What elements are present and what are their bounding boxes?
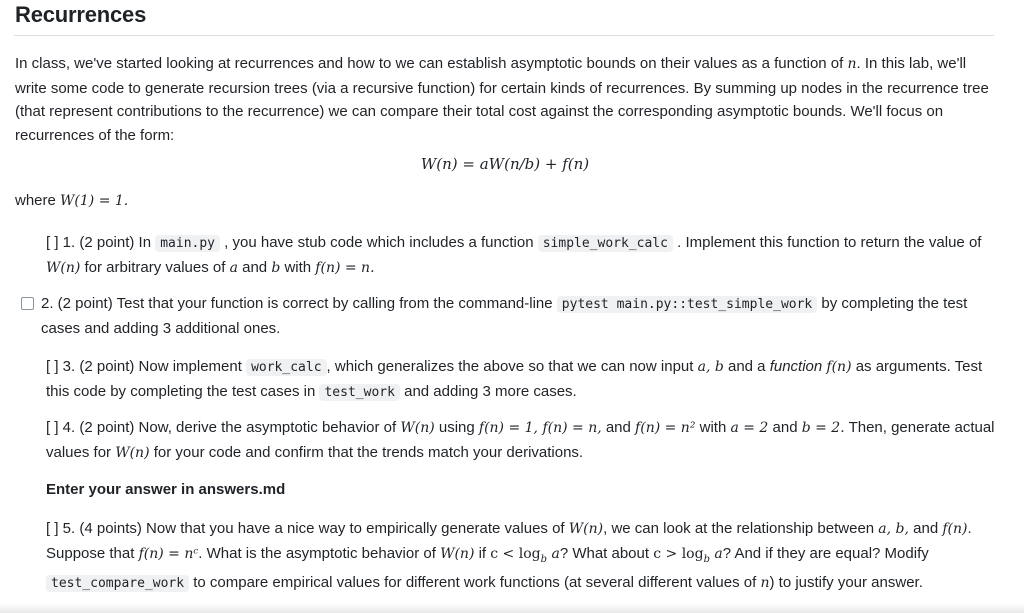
item4-text-6: Then, generate actual values for	[46, 419, 995, 461]
item5-text-5: . What is the asymptotic behavior of	[198, 544, 441, 562]
item4-text-2: using	[434, 419, 479, 436]
intro-text-1: In class, we've started looking at recurrences and how to we can establish asymptotic bounds on their values as a function of	[15, 55, 848, 72]
item5-text-9: to compare empirical values for different work functions (at several different values of	[189, 574, 761, 591]
code-pytest-command: pytest main.py::test_simple_work	[557, 296, 817, 313]
item5-text-7: ? What about	[559, 544, 654, 562]
code-simple-work-calc: simple_work_calc	[538, 235, 673, 252]
item4-math-5: b = 2.	[801, 420, 845, 436]
item2-paragraph	[41, 292, 1006, 340]
code-work-calc: work_calc	[246, 359, 326, 376]
item5-math-5: W(n)	[440, 545, 475, 562]
where-line	[15, 192, 128, 209]
task-item-5	[46, 517, 1001, 596]
task-item-1	[46, 231, 1001, 280]
item5-math-3: f(n)	[942, 521, 968, 537]
item5-math-10: n	[760, 575, 770, 591]
item4-text-5: and	[768, 419, 802, 436]
item2-text-2: by completing the test cases and adding 3 additional ones.	[41, 295, 968, 337]
item1-math-2: a	[229, 259, 238, 276]
item3-text-3: and a	[723, 358, 770, 375]
item4-math-6: W(n)	[115, 444, 150, 461]
item5-math-4: f(n) = nᶜ	[138, 545, 199, 562]
intro-text-2: . In this lab, we'll write some code to generate recursion trees (via a recursive function) for certain kinds of recurrences. By summing up nodes in the recurrence tree (that represent contributions to the recurrence) we can compare their total cost against the corresponding asymptotic bounds. We'll focus on recurrences of the form:	[15, 55, 989, 144]
task-checkbox[interactable]	[21, 297, 34, 310]
code-test-work: test_work	[319, 384, 399, 401]
item5-text-1: [ ] 5. (4 points) Now that you have a nice way to empirically generate values of	[46, 520, 569, 537]
item5-math-9: a	[709, 545, 723, 562]
where-label: where	[15, 192, 61, 209]
item5-text-2: , we can look at the relationship between	[603, 520, 879, 537]
item3-text-5: and adding 3 more cases.	[399, 382, 577, 400]
item4-text-1: [ ] 4. (2 point) Now, derive the asymptotic behavior of	[46, 419, 401, 436]
item1-text-6: with	[280, 258, 316, 276]
item5-text-8: ? And if they are equal? Modify	[722, 544, 929, 562]
item1-text-1: [ ] 1. (2 point) In	[46, 234, 156, 251]
item3-text-4: as arguments. Test this code by completing the test cases in	[46, 358, 983, 400]
code-test-compare-work: test_compare_work	[46, 575, 189, 592]
item4-math-3: f(n) = n²	[635, 420, 696, 436]
task-item-3	[46, 355, 1001, 404]
item5-math-2: a, b,	[878, 521, 909, 537]
item3-text-2: , which generalizes the above so that we can now input	[326, 358, 698, 375]
item3-text-1: [ ] 3. (2 point) Now implement	[46, 358, 247, 375]
item4-text-3: and	[601, 419, 636, 436]
intro-math-n: n	[847, 56, 857, 72]
item4-math-1: W(n)	[400, 420, 435, 436]
item1-math-1: W(n)	[46, 259, 81, 276]
item1-text-5: and	[237, 258, 272, 276]
item4-text-7: for your code and confirm that the trends match your derivations.	[149, 443, 584, 461]
item5-math-8: c > log	[653, 545, 704, 562]
item5-math-7: a	[547, 545, 560, 562]
item4-math-2: f(n) = 1, f(n) = n,	[478, 420, 602, 436]
item1-math-3: b	[271, 259, 281, 276]
task-item-4	[46, 416, 1001, 465]
item5-text-4: . Suppose that	[46, 520, 972, 562]
item1-text-4: for arbitrary values of	[80, 258, 230, 276]
item1-math-4: f(n) = n.	[315, 259, 375, 276]
where-math: W(1) = 1.	[60, 193, 129, 209]
page-title: Recurrences	[15, 2, 147, 27]
item4-math-4: a = 2	[730, 420, 769, 436]
item5-text-6: if	[474, 544, 491, 562]
bottom-fade	[0, 603, 1024, 613]
answer-note: Enter your answer in answers.md	[46, 481, 286, 498]
item5-math-6: c < log	[490, 545, 541, 562]
item3-math-1: a, b	[697, 359, 724, 375]
item4-text-4: with	[695, 419, 731, 436]
item3-math-2: f(n)	[826, 359, 852, 375]
item5-text-3: and	[908, 520, 943, 537]
item1-text-3: . Implement this function to return the value of	[672, 234, 982, 251]
item1-text-2: , you have stub code which includes a function	[220, 234, 538, 251]
intro-paragraph	[15, 52, 1000, 147]
item5-text-10: ) to justify your answer.	[769, 574, 923, 591]
item2-text-1: 2. (2 point) Test that your function is correct by calling from the command-line	[41, 295, 557, 312]
item5-sub-1: b	[540, 553, 548, 565]
item5-math-1: W(n)	[568, 521, 604, 537]
recurrence-equation: W(n) = aW(n/b) + f(n)	[420, 155, 590, 173]
code-main-py: main.py	[155, 235, 220, 252]
heading-divider	[14, 35, 994, 36]
item5-sub-2: b	[703, 553, 710, 565]
item3-emphasis: function	[769, 358, 823, 375]
